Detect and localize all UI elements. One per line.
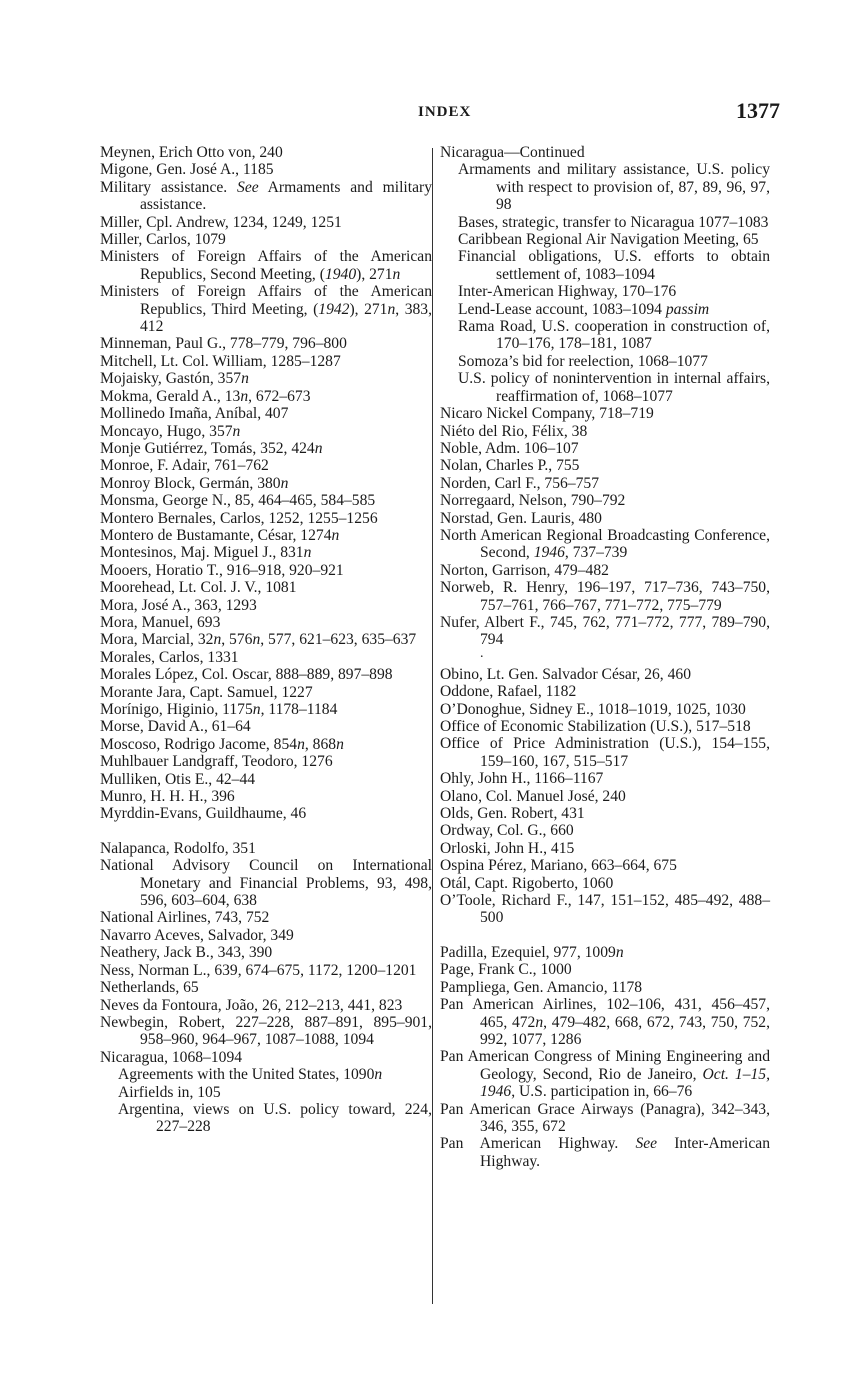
index-entry: Mokma, Gerald A., 13n, 672–673 (100, 387, 311, 405)
index-entry: Myrddin-Evans, Guildhaume, 46 (100, 805, 307, 823)
index-entry: Meynen, Erich Otto von, 240 (100, 144, 283, 161)
index-subentry: Argentina, views on U.S. policy toward, 224, 227–228 (118, 1100, 432, 1136)
index-entry: National Advisory Council on International Monetary and Financial Problems, 93, 498, 596, 603–604, 638 (100, 857, 432, 910)
index-entry: O’Toole, Richard F., 147, 151–152, 485–492, 488–500 (440, 892, 770, 927)
index-subentry: Airfields in, 105 (118, 1083, 221, 1101)
index-entry: Page, Frank C., 1000 (440, 961, 572, 979)
index-entry: Norweb, R. Henry, 196–197, 717–736, 743–750, 757–761, 766–767, 771–772, 775–779 (440, 579, 770, 614)
index-entry: Norregaard, Nelson, 790–792 (440, 492, 626, 510)
index-entry: Nolan, Charles P., 755 (440, 457, 580, 475)
index-entry: Netherlands, 65 (100, 979, 199, 997)
index-entry: Morínigo, Higinio, 1175n, 1178–1184 (100, 701, 338, 718)
index-entry: Pan American Highway. See Inter-American Highway. (440, 1135, 770, 1170)
index-entry: Ness, Norman L., 639, 674–675, 1172, 1200–1201 (100, 961, 417, 979)
index-subentry: Caribbean Regional Air Navigation Meeting, 65 (458, 231, 759, 249)
index-entry: North American Regional Broadcasting Conference, Second, 1946, 737–739 (440, 526, 770, 562)
index-entry: Ministers of Foreign Affairs of the American Republics, Third Meeting, (1942), 271n, 383, 412 (100, 283, 432, 336)
index-entry: Olano, Col. Manuel José, 240 (440, 787, 626, 805)
index-subentry: Lend-Lease account, 1083–1094 passim (458, 300, 710, 318)
index-entry: Mora, Marcial, 32n, 576n, 577, 621–623, 635–637 (100, 631, 417, 649)
section-gap (100, 823, 432, 840)
index-entry: Morales, Carlos, 1331 (100, 648, 239, 666)
index-entry: Office of Price Administration (U.S.), 154–155, 159–160, 167, 515–517 (440, 735, 770, 770)
index-entry: Mooers, Horatio T., 916–918, 920–921 (100, 561, 344, 579)
index-entry: Newbegin, Robert, 227–228, 887–891, 895–901, 958–960, 964–967, 1087–1088, 1094 (100, 1013, 432, 1049)
running-head: INDEX (418, 104, 472, 120)
index-entry: Norton, Garrison, 479–482 (440, 561, 609, 579)
index-subentry: Rama Road, U.S. cooperation in construction of, 170–176, 178–181, 1087 (458, 318, 770, 353)
column-divider (432, 148, 433, 1304)
index-entry: Mitchell, Lt. Col. William, 1285–1287 (100, 352, 341, 370)
index-entry: Pan American Airlines, 102–106, 431, 456–457, 465, 472n, 479–482, 668, 672, 743, 750, 752, 992, 1077, 1286 (440, 996, 771, 1048)
index-entry: Otál, Capt. Rigoberto, 1060 (440, 874, 614, 892)
index-entry: Mulliken, Otis E., 42–44 (100, 770, 256, 788)
index-column-right (440, 144, 770, 1170)
index-entry: Morante Jara, Capt. Samuel, 1227 (100, 683, 313, 701)
index-entry: Mora, Manuel, 693 (100, 613, 221, 631)
index-entry: Nicaragua, 1068–1094 (100, 1048, 243, 1066)
index-entry: Norden, Carl F., 756–757 (440, 474, 600, 492)
index-entry: Morales López, Col. Oscar, 888–889, 897–898 (100, 666, 393, 684)
index-entry: Oddone, Rafael, 1182 (440, 683, 577, 701)
index-entry: Montero Bernales, Carlos, 1252, 1255–1256 (100, 509, 378, 527)
index-entry: Noble, Adm. 106–107 (440, 439, 579, 457)
index-entry: Monsma, George N., 85, 464–465, 584–585 (100, 492, 376, 510)
index-entry: Pan American Grace Airways (Panagra), 342–343, 346, 355, 672 (440, 1100, 770, 1135)
index-entry: Miller, Carlos, 1079 (100, 231, 226, 249)
index-subentry: Armaments and military assistance, U.S. policy with respect to provision of, 87, 89, 96, 97, 98 (458, 161, 770, 214)
index-entry: Moorehead, Lt. Col. J. V., 1081 (100, 579, 297, 597)
index-subentry: Bases, strategic, transfer to Nicaragua 1077–1083 (458, 213, 769, 231)
index-subentry: U.S. policy of nonintervention in internal affairs, reaffirmation of, 1068–1077 (458, 370, 770, 405)
index-entry: Norstad, Gen. Lauris, 480 (440, 509, 602, 527)
index-entry: Moncayo, Hugo, 357n (100, 422, 241, 440)
index-entry: Nicaro Nickel Company, 718–719 (440, 405, 654, 423)
index-entry: Orloski, John H., 415 (440, 839, 575, 857)
index-entry: Ordway, Col. G., 660 (440, 822, 574, 840)
index-entry: Military assistance. See Armaments and military assistance. (100, 178, 432, 214)
index-column-left (100, 144, 432, 1136)
index-entry: Nufer, Albert F., 745, 762, 771–772, 777, 789–790, 794 (440, 613, 770, 649)
index-subentry: Financial obligations, U.S. efforts to obtain settlement of, 1083–1094 (458, 248, 770, 283)
page-header (100, 98, 780, 128)
index-entry: Munro, H. H. H., 396 (100, 788, 235, 806)
index-entry: Niéto del Rio, Félix, 38 (440, 422, 588, 440)
index-entry: Obino, Lt. Gen. Salvador César, 26, 460 (440, 665, 691, 683)
index-entry: Navarro Aceves, Salvador, 349 (100, 926, 294, 944)
index-entry: Monje Gutiérrez, Tomás, 352, 424n (100, 439, 323, 457)
index-entry: Muhlbauer Landgraff, Teodoro, 1276 (100, 753, 333, 771)
index-entry: Pampliega, Gen. Amancio, 1178 (440, 978, 643, 996)
index-entry: Neves da Fontoura, João, 26, 212–213, 441, 823 (100, 996, 403, 1014)
index-subentry: Inter-American Highway, 170–176 (458, 283, 677, 301)
index-entry: Montero de Bustamante, César, 1274n (100, 526, 340, 544)
page-number: 1377 (736, 98, 780, 123)
index-entry: Nicaragua—Continued (440, 144, 585, 161)
index-entry: National Airlines, 743, 752 (100, 909, 270, 927)
section-gap (440, 649, 770, 666)
index-entry: Miller, Cpl. Andrew, 1234, 1249, 1251 (100, 213, 342, 231)
index-entry: Migone, Gen. José A., 1185 (100, 161, 274, 179)
index-entry: Padilla, Ezequiel, 977, 1009n (440, 943, 624, 961)
index-entry: Mora, José A., 363, 1293 (100, 596, 257, 614)
index-entry: Ohly, John H., 1166–1167 (440, 770, 604, 788)
index-entry: Ospina Pérez, Mariano, 663–664, 675 (440, 857, 677, 875)
index-subentry: Agreements with the United States, 1090n (118, 1066, 383, 1084)
index-entry: Monroe, F. Adair, 761–762 (100, 457, 269, 475)
index-entry: Olds, Gen. Robert, 431 (440, 805, 585, 823)
index-entry: Mojaisky, Gastón, 357n (100, 370, 249, 388)
index-entry: Neathery, Jack B., 343, 390 (100, 944, 273, 962)
index-entry: Minneman, Paul G., 778–779, 796–800 (100, 335, 347, 353)
section-gap (440, 927, 770, 944)
index-entry: Moscoso, Rodrigo Jacome, 854n, 868n (100, 735, 344, 753)
index-entry: Pan American Congress of Mining Engineering and Geology, Second, Rio de Janeiro, Oct. 1–15, 1946, U.S. participation in, 66–76 (440, 1048, 771, 1101)
index-entry: Ministers of Foreign Affairs of the American Republics, Second Meeting, (1940), 271n (100, 248, 432, 283)
index-entry: Nalapanca, Rodolfo, 351 (100, 839, 256, 857)
index-entry: O’Donoghue, Sidney E., 1018–1019, 1025, 1030 (440, 700, 746, 718)
index-entry: Office of Economic Stabilization (U.S.), 517–518 (440, 718, 751, 735)
index-entry: Morse, David A., 61–64 (100, 718, 251, 736)
index-entry: Monroy Block, Germán, 380n (100, 474, 289, 492)
index-entry: Montesinos, Maj. Miguel J., 831n (100, 544, 312, 562)
index-subentry: Somoza’s bid for reelection, 1068–1077 (458, 352, 708, 370)
index-entry: Mollinedo Imaña, Aníbal, 407 (100, 405, 289, 423)
